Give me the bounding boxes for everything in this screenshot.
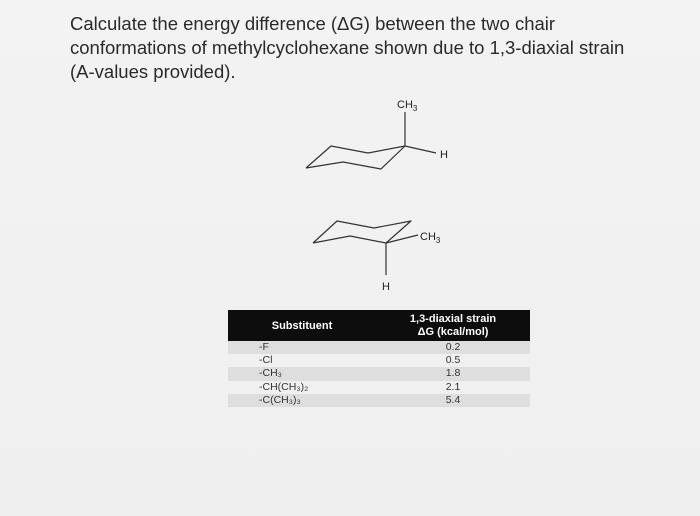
substituent-cell: -Cl [259,354,273,367]
chair-ring-2 [313,221,411,243]
chair-conformation-equatorial-methyl [313,221,418,275]
axial-ch3-label: $CH_3$ [397,99,418,113]
table-row [228,354,530,367]
axial-h-label: H [382,281,390,293]
equatorial-h-label: H [440,149,448,161]
equatorial-bond-h [405,146,436,153]
chair-ring-1 [306,146,405,169]
a-values-table [228,310,530,407]
question-line-2: conformations of methylcyclohexane shown due to 1,3-diaxial strain [70,37,625,58]
substituent-cell: -F [259,341,269,353]
header-substituent: Substituent [271,319,333,332]
table-row [228,341,530,354]
question-line-1: Calculate the energy difference (ΔG) between the two chair [70,13,556,34]
header-strain-line-2: ΔG (kcal/mol) [417,325,489,338]
table-header [228,310,530,341]
substituent-cell: -C(CH₃)₃ [259,393,301,406]
question-line-3: (A-values provided). [70,61,236,82]
strain-value-cell: 0.2 [445,341,461,353]
substituent-cell: -CH(CH₃)₂ [259,380,309,393]
strain-value-cell: 1.8 [445,367,461,380]
table-row [228,367,530,380]
strain-value-cell: 5.4 [445,393,461,406]
strain-value-cell: 2.1 [445,380,461,393]
substituent-cell: -CH₃ [259,367,282,380]
equatorial-ch3-label: $CH_3$ [420,231,441,245]
header-strain [376,313,530,339]
table-row [228,394,530,407]
table-row [228,381,530,394]
strain-value-cell: 0.5 [445,354,461,367]
chair-conformation-axial-methyl [306,112,436,169]
header-strain-line-1: 1,3-diaxial strain [409,312,497,325]
